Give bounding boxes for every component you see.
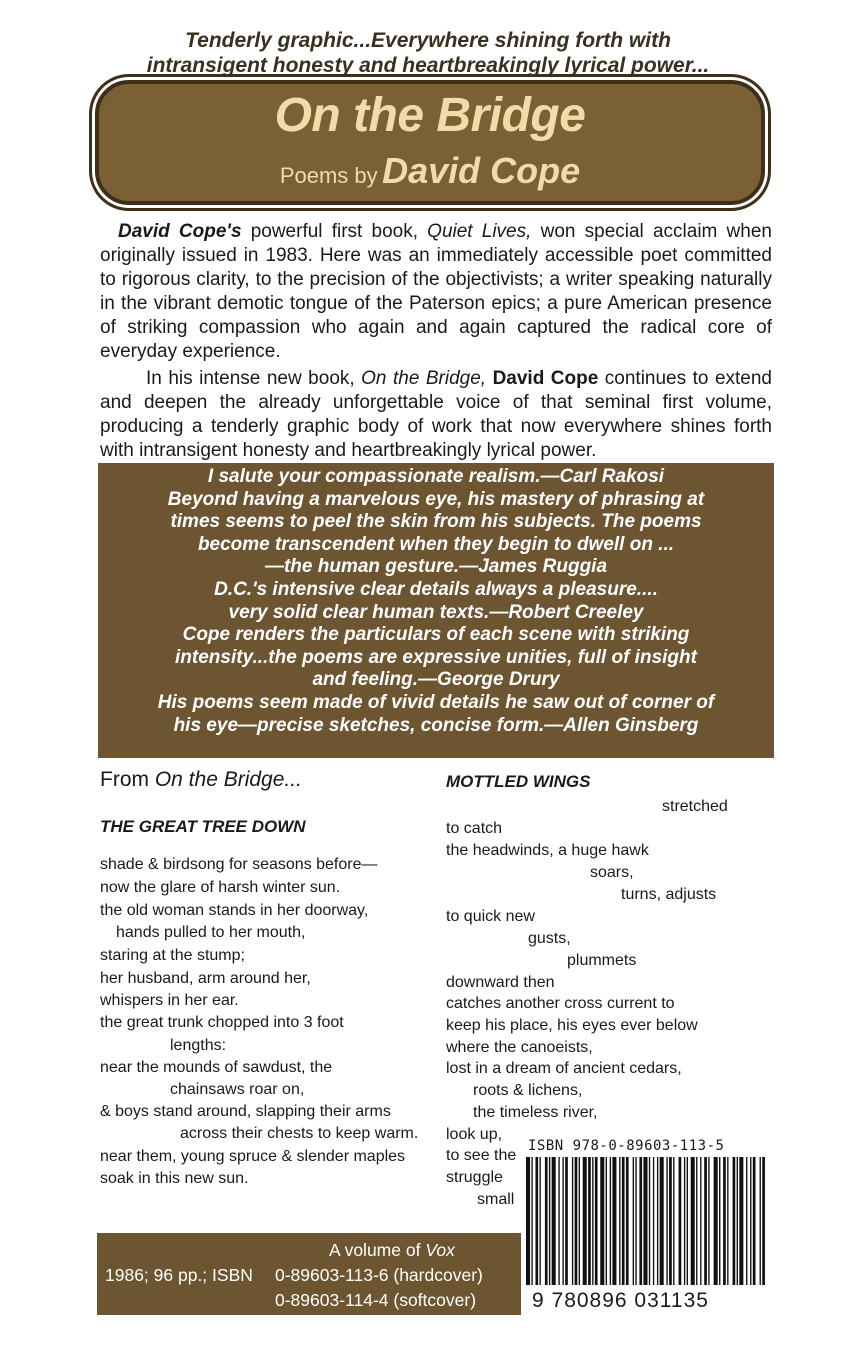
excerpt-heading	[100, 768, 302, 792]
description-author: David Cope's	[118, 221, 242, 242]
barcode-bar	[733, 1157, 736, 1289]
poem-line: small	[477, 1191, 515, 1208]
poem-line: hands pulled to her mouth,	[116, 924, 306, 941]
review-line: times seems to peel the skin from his subjects. The poems	[170, 511, 702, 533]
barcode-bar	[753, 1157, 756, 1289]
barcode-bar	[572, 1157, 573, 1289]
barcode-bar	[535, 1157, 538, 1289]
barcode-bar	[746, 1157, 747, 1289]
description-author: David Cope	[486, 368, 599, 389]
barcode-bar	[549, 1157, 550, 1289]
author-name: David Cope	[382, 150, 581, 191]
poem-line: lengths:	[170, 1037, 227, 1054]
vox-series-line	[329, 1240, 455, 1261]
poem-line: where the canoeists,	[446, 1039, 593, 1056]
poem-line: keep his place, his eyes ever below	[446, 1017, 698, 1034]
barcode-bar	[562, 1157, 563, 1289]
barcode-bar	[565, 1157, 568, 1289]
poem-line: roots & lichens,	[473, 1082, 583, 1099]
poem-line: stretched	[662, 798, 728, 815]
barcode-bar	[679, 1157, 682, 1289]
barcode-bar	[595, 1157, 598, 1289]
poem1-title: THE GREAT TREE DOWN	[100, 817, 306, 836]
description-book-title: On the Bridge,	[361, 368, 487, 389]
poem-line: to quick new	[446, 908, 535, 925]
poem-line: the headwinds, a huge hawk	[446, 842, 649, 859]
barcode-icon	[524, 1157, 768, 1289]
excerpt-book-title: On the Bridge...	[154, 768, 302, 791]
reviews-text	[98, 466, 774, 737]
barcode-bar	[762, 1157, 765, 1289]
barcode-bar	[545, 1157, 548, 1289]
poem-line: the old woman stands in her doorway,	[100, 902, 369, 919]
barcode-bar	[610, 1157, 611, 1289]
barcode-bar	[579, 1157, 580, 1289]
barcode-bar	[657, 1157, 658, 1289]
poem-line: gusts,	[528, 930, 571, 947]
barcode-bar	[696, 1157, 697, 1289]
poem-line: across their chests to keep warm.	[180, 1125, 419, 1142]
vox-prefix: A volume of	[329, 1240, 426, 1260]
barcode-bar	[649, 1157, 650, 1289]
barcode-bar	[639, 1157, 642, 1289]
barcode-bar	[622, 1157, 625, 1289]
poem-line: soars,	[590, 864, 634, 881]
barcode-bar	[552, 1157, 556, 1289]
barcode-bar	[633, 1157, 634, 1289]
barcode-bar	[737, 1157, 738, 1289]
description-text: continues to extend and deepen the already unforgettable voice of that seminal first volume, producing a tenderly graphic body of work that now everywhere shines forth with intransigent honesty and heartbreakingly lyrical power.	[100, 368, 772, 461]
barcode-bar	[714, 1157, 718, 1289]
byline	[95, 150, 765, 192]
barcode-bar	[660, 1157, 664, 1289]
barcode-bar	[540, 1157, 541, 1289]
description-paragraph-2	[100, 367, 772, 463]
barcode-bar	[700, 1157, 701, 1289]
poem-line: downward then	[446, 974, 555, 991]
poem-line: & boys stand around, slapping their arms	[100, 1103, 391, 1120]
barcode-bar	[691, 1157, 695, 1289]
barcode-bar	[687, 1157, 688, 1289]
review-line: His poems seem made of vivid details he saw out of corner of	[157, 691, 715, 713]
poem-line: lost in a dream of ancient cedars,	[446, 1060, 682, 1077]
barcode-bar	[635, 1157, 636, 1289]
barcode-bar	[575, 1157, 578, 1289]
description-text: won special acclaim when originally issued in 1983. Here was an immediately accessible poet committed to rigorous clarity, to the precision of the objectivists; a writer speaking naturally in the vibrant demotic tongue of the Paterson epics; a pure American presence of striking compassion who again and again captured the radical core of everyday experience.	[100, 221, 772, 362]
barcode-bar	[727, 1157, 728, 1289]
book-description	[100, 220, 772, 463]
description-paragraph-1	[100, 220, 772, 364]
review-line: intensity...the poems are expressive unities, full of insight	[175, 646, 697, 668]
barcode-bar	[723, 1157, 726, 1289]
description-book-title: Quiet Lives,	[427, 221, 532, 242]
poem-line: struggle	[446, 1169, 503, 1186]
barcode-digits: 9 780896 031135	[532, 1289, 709, 1312]
barcode-bar	[704, 1157, 707, 1289]
excerpt-prefix: From	[100, 768, 155, 791]
barcode-bar	[653, 1157, 654, 1289]
publication-info-panel	[97, 1233, 521, 1315]
poem-line: chainsaws roar on,	[170, 1081, 305, 1098]
barcode-bar	[588, 1157, 591, 1289]
review-line: I salute your compassionate realism.—Carl Rakosi	[207, 466, 665, 487]
barcode-bar	[673, 1157, 674, 1289]
poem-line: look up,	[446, 1126, 503, 1143]
description-text: In his intense new book,	[146, 368, 362, 389]
isbn-label: ISBN 978-0-89603-113-5	[528, 1138, 725, 1154]
barcode-bar	[526, 1157, 530, 1289]
barcode-bar	[666, 1157, 667, 1289]
vox-series-name: Vox	[425, 1240, 455, 1260]
book-title: On the Bridge	[274, 89, 586, 142]
barcode-bar	[606, 1157, 607, 1289]
barcode-bar	[643, 1157, 647, 1289]
barcode-bar	[531, 1157, 532, 1289]
isbn-hardcover: 0-89603-113-6 (hardcover)	[275, 1265, 483, 1285]
review-line: his eye—precise sketches, concise form.—Allen Ginsberg	[173, 714, 699, 736]
poem-line: soak in this new sun.	[100, 1170, 249, 1187]
barcode-bar	[600, 1157, 604, 1289]
barcode-bar	[719, 1157, 720, 1289]
poem-line: catches another cross current to	[446, 995, 675, 1012]
description-text: powerful first book,	[241, 221, 428, 242]
poem-line: her husband, arm around her,	[100, 970, 311, 987]
barcode-bar	[708, 1157, 709, 1289]
barcode-bar	[750, 1157, 751, 1289]
barcode-bar	[619, 1157, 620, 1289]
barcode-bar	[669, 1157, 672, 1289]
isbn-softcover: 0-89603-114-4 (softcover)	[275, 1290, 477, 1310]
barcode-bar	[592, 1157, 593, 1289]
poem-line: near them, young spruce & slender maples	[100, 1148, 406, 1165]
poem-line: to see the	[446, 1147, 517, 1164]
poem2-title: MOTTLED WINGS	[446, 772, 591, 791]
barcode-bar	[558, 1157, 559, 1289]
header-quote-line1: Tenderly graphic...Everywhere shining forth with	[185, 29, 671, 52]
review-line: D.C.'s intensive clear details always a pleasure....	[214, 578, 658, 600]
barcode-bar	[684, 1157, 685, 1289]
pub-details: 1986; 96 pp.; ISBN	[105, 1265, 253, 1285]
poem-line: staring at the stump;	[100, 947, 245, 964]
poem-line: whispers in her ear.	[100, 992, 239, 1009]
header-quote-line2: intransigent honesty and heartbreakingly lyrical power...	[146, 54, 710, 77]
poem-line: plummets	[567, 952, 637, 969]
barcode-bar	[760, 1157, 761, 1289]
poem-line: to catch	[446, 820, 503, 837]
review-line: Beyond having a marvelous eye, his mastery of phrasing at	[167, 488, 705, 510]
barcode-bar	[626, 1157, 629, 1289]
barcode-bar	[612, 1157, 616, 1289]
poem-line: shade & birdsong for seasons before—	[100, 856, 378, 873]
review-line: —the human gesture.—James Ruggia	[264, 556, 608, 578]
barcode-bar	[739, 1157, 743, 1289]
review-line: and feeling.—George Drury	[312, 669, 560, 691]
poem-line: the timeless river,	[473, 1104, 598, 1121]
review-line: become transcendent when they begin to dwell on ...	[197, 533, 675, 555]
byline-prefix: Poems by	[279, 163, 378, 188]
barcode-bar	[583, 1157, 587, 1289]
poem-line: now the glare of harsh winter sun.	[100, 879, 341, 896]
poem-line: the great trunk chopped into 3 foot	[100, 1014, 344, 1031]
poem-line: turns, adjusts	[621, 886, 717, 903]
review-line: very solid clear human texts.—Robert Creeley	[228, 601, 644, 623]
poem-line: near the mounds of sawdust, the	[100, 1059, 333, 1076]
review-line: Cope renders the particulars of each scene with striking	[182, 624, 690, 646]
